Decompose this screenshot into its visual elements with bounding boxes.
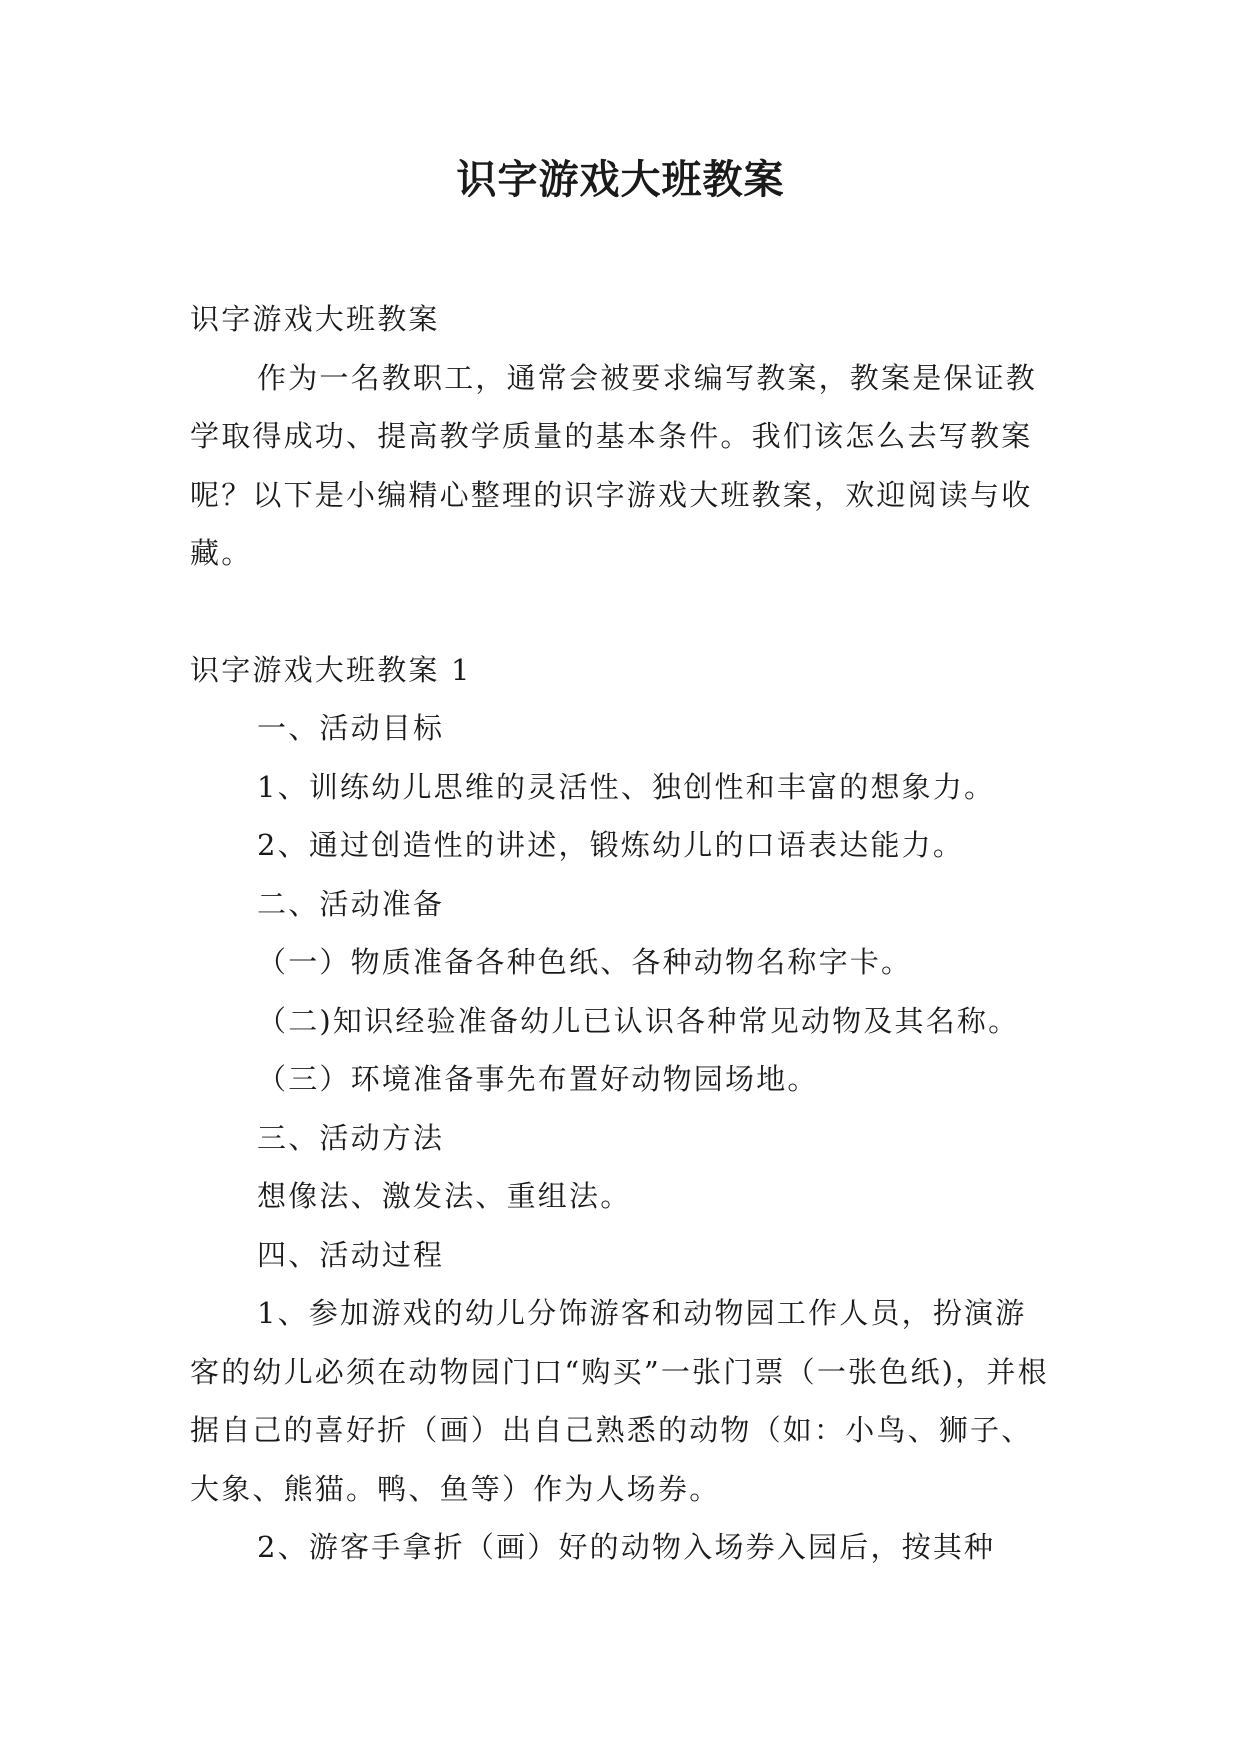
process-item-2: 2、游客手拿折（画）好的动物入场券入园后，按其种: [257, 1530, 996, 1564]
intro-paragraph: 作为一名教职工，通常会被要求编写教案，教案是保证教学取得成功、提高教学质量的基本条件。我们该怎么去写教案呢？以下是小编精心整理的识字游戏大班教案，欢迎阅读与收藏。: [190, 360, 1038, 570]
prep-item-2: （二)知识经验准备幼儿已认识各种常见动物及其名称。: [257, 1003, 1020, 1038]
section-heading: 识字游戏大班教案 1: [190, 652, 472, 687]
prep-item-1: （一）物质准备各种色纸、各种动物名称字卡。: [257, 945, 913, 979]
prep-title: 二、活动准备: [257, 886, 445, 921]
goal-item-2: 2、通过创造性的讲述，锻炼幼儿的口语表达能力。: [257, 828, 965, 862]
prep-item-3: （三）环境准备事先布置好动物园场地。: [257, 1062, 819, 1096]
process-title: 四、活动过程: [257, 1237, 445, 1272]
goal-title: 一、活动目标: [257, 711, 445, 745]
process-item-1: 1、参加游戏的幼儿分饰游客和动物园工作人员，扮演游客的幼儿必须在动物园门口“购买”一张门票（一张色纸)，并根据自己的喜好折（画）出自己熟悉的动物（如：小鸟、狮子、大象、熊猫。鸭、鱼等）作为人场券。: [190, 1296, 1049, 1506]
page-title: 识字游戏大班教案: [456, 157, 785, 203]
method-text: 想像法、激发法、重组法。: [257, 1179, 632, 1213]
paragraph-gap: [190, 583, 1056, 641]
document-body: [190, 290, 1056, 1577]
goal-item-1: 1、训练幼儿思维的灵活性、独创性和丰富的想象力。: [257, 769, 996, 804]
subtitle: 识字游戏大班教案: [190, 302, 440, 336]
method-title: 三、活动方法: [257, 1120, 445, 1155]
